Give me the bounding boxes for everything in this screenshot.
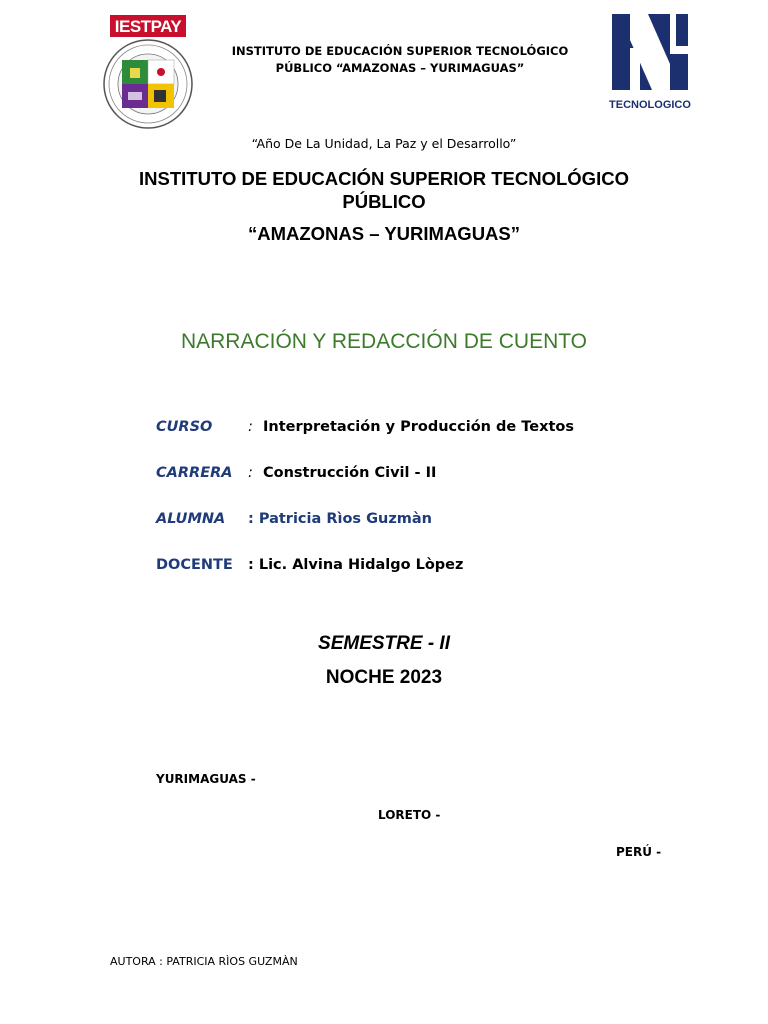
seal-logo-icon — [98, 12, 198, 130]
carrera-value: Construcción Civil - II — [263, 465, 437, 481]
curso-value: Interpretación y Producción de Textos — [263, 419, 574, 435]
header-line-2: PÚBLICO “AMAZONAS – YURIMAGUAS” — [275, 61, 525, 75]
header-line-1: INSTITUTO DE EDUCACIÓN SUPERIOR TECNOLÓGICO — [231, 44, 569, 58]
semester-label: SEMESTRE - II — [318, 633, 450, 654]
carrera-row — [248, 465, 436, 481]
schedule-year: NOCHE 2023 — [325, 667, 443, 688]
tecnologico-logo-text: TECNOLOGICO — [609, 99, 691, 111]
carrera-label: CARRERA — [156, 465, 233, 481]
header-institution-title — [200, 43, 600, 77]
curso-label: CURSO — [156, 419, 213, 435]
institution-line-3: “AMAZONAS – YURIMAGUAS” — [247, 223, 521, 244]
author-footer: AUTORA : PATRICIA RÌOS GUZMÀN — [110, 955, 298, 968]
institute-seal-logo — [98, 12, 198, 130]
curso-colon: : — [248, 419, 253, 435]
institution-line-2: PÚBLICO — [342, 191, 426, 212]
institution-line-1: INSTITUTO DE EDUCACIÓN SUPERIOR TECNOLÓGICO — [139, 168, 629, 189]
location-city: YURIMAGUAS - — [156, 772, 256, 786]
alumna-value: : Patricia Rìos Guzmàn — [248, 511, 432, 527]
docente-label: DOCENTE — [156, 557, 233, 573]
carrera-colon: : — [248, 465, 253, 481]
tecnologico-emblem-icon — [608, 14, 692, 90]
year-motto: “Año De La Unidad, La Paz y el Desarrollo” — [251, 136, 517, 151]
alumna-label: ALUMNA — [156, 511, 226, 527]
svg-text:IESTPAY: IESTPAY — [114, 17, 182, 36]
docente-value: : Lic. Alvina Hidalgo Lòpez — [248, 557, 464, 573]
tecnologico-logo — [608, 14, 692, 110]
location-country: PERÚ - — [616, 845, 662, 859]
curso-row — [248, 419, 574, 435]
document-title: NARRACIÓN Y REDACCIÓN DE CUENTO — [180, 330, 588, 353]
location-region: LORETO - — [378, 808, 441, 822]
